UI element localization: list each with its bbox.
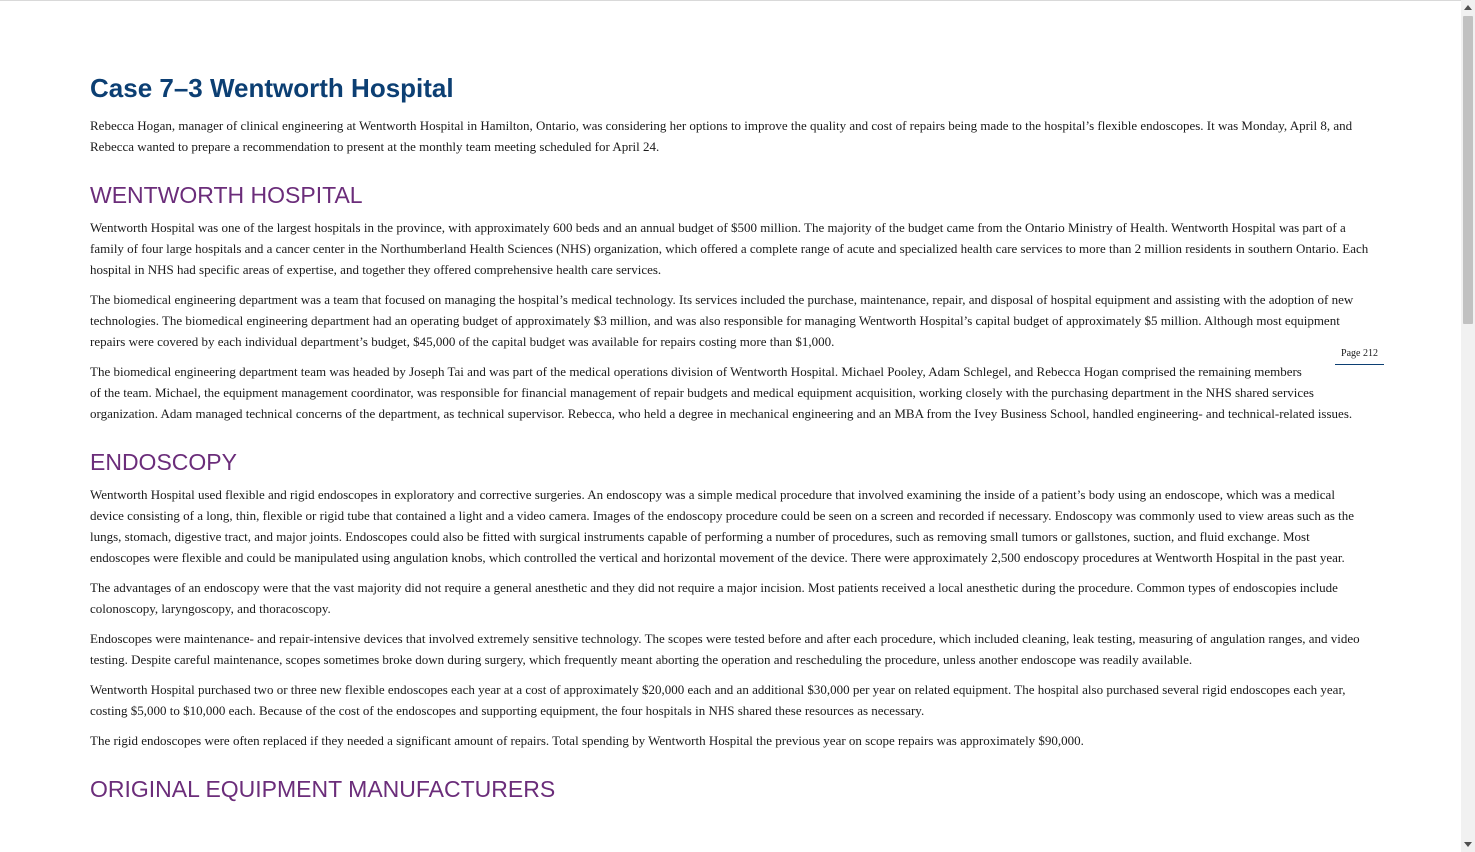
hospital-paragraph-1: Wentworth Hospital was one of the largest hospitals in the province, with approximately 600 beds and an annual budget of $500 million. The majority of the budget came from the Ontario Ministry of Health. Wentworth Hospital was part of a family of four large hospitals and a cancer center in the Northumberland Health Sciences (NHS) organization, which offered a complete range of acute and specialized health care services to more than 2 million residents in southern Ontario. Each hospital in NHS had specific areas of expertise, and together they offered comprehensive health care services. [90,220,1369,277]
scrollbar-thumb[interactable] [1463,16,1473,324]
intro-paragraph: Rebecca Hogan, manager of clinical engineering at Wentworth Hospital in Hamilton, Ontario, was considering her options to improve the quality and cost of repairs being made to the hospital’s flexible endoscopes. It was Monday, April 8, and Rebecca wanted to prepare a recommendation to present at the monthly team meeting scheduled for April 24. [90,118,1353,154]
section-heading-oem: ORIGINAL EQUIPMENT MANUFACTURERS [90,776,556,802]
section-heading-endoscopy: ENDOSCOPY [90,449,237,475]
page-number-marker: Page 212 [1335,347,1384,365]
case-title: Case 7–3 Wentworth Hospital [90,73,454,103]
endoscopy-paragraph-5: The rigid endoscopes were often replaced if they needed a significant amount of repairs. Total spending by Wentworth Hospital the previous year on scope repairs was approximately $90,000. [90,733,1084,748]
scroll-down-arrow-icon[interactable] [1464,842,1472,847]
hospital-paragraph-3: The biomedical engineering department team was headed by Joseph Tai and was part of the medical operations division of Wentworth Hospital. Michael Pooley, Adam Schlegel, and Rebecca Hogan comprised the remaining members of the team. Michael, the equipment management coordinator, was responsible for financial management of repair budgets and medical equipment acquisition, working closely with the purchasing department in the NHS shared services organization. Adam managed technical concerns of the department, as technical supervisor. Rebecca, who held a degree in mechanical engineering and an MBA from the Ivey Business School, handled engineering- and technical-related issues. [90,364,1353,421]
vertical-scrollbar[interactable] [1461,0,1475,852]
top-divider [0,0,1463,1]
endoscopy-paragraph-4: Wentworth Hospital purchased two or three new flexible endoscopes each year at a cost of approximately $20,000 each and an additional $30,000 per year on related equipment. The hospital also purchased several rigid endoscopes each year, costing $5,000 to $10,000 each. Because of the cost of the endoscopes and supporting equipment, the four hospitals in NHS shared these resources as necessary. [90,682,1346,718]
scroll-up-arrow-icon[interactable] [1464,5,1472,10]
endoscopy-paragraph-3: Endoscopes were maintenance- and repair-intensive devices that involved extremely sensitive technology. The scopes were tested before and after each procedure, which included cleaning, leak testing, measuring of angulation ranges, and video testing. Despite careful maintenance, scopes sometimes broke down during surgery, which frequently meant aborting the operation and rescheduling the procedure, unless another endoscope was readily available. [90,631,1360,667]
hospital-paragraph-2: The biomedical engineering department was a team that focused on managing the hospital’s medical technology. Its services included the purchase, maintenance, repair, and disposal of hospital equipment and assisting with the adoption of new technologies. The biomedical engineering department had an operating budget of approximately $3 million, and was also responsible for managing Wentworth Hospital’s capital budget of approximately $5 million. Although most equipment repairs were covered by each individual department’s budget, $45,000 of the capital budget was available for repairs costing more than $1,000. [90,292,1354,349]
section-heading-wentworth-hospital: WENTWORTH HOSPITAL [90,182,363,208]
document-content [90,70,1378,811]
endoscopy-paragraph-1: Wentworth Hospital used flexible and rigid endoscopes in exploratory and corrective surgeries. An endoscopy was a simple medical procedure that involved examining the inside of a patient’s body using an endoscope, which was a medical device consisting of a long, thin, flexible or rigid tube that contained a light and a video camera. Images of the endoscopy procedure could be seen on a screen and recorded if necessary. Endoscopy was commonly used to view areas such as the lungs, stomach, digestive tract, and major joints. Endoscopes could also be fitted with surgical instruments capable of performing a number of procedures, such as removing small tumors or gallstones, suction, and fluid exchange. Most endoscopes were flexible and could be manipulated using angulation knobs, which controlled the vertical and horizontal movement of the device. There were approximately 2,500 endoscopy procedures at Wentworth Hospital in the past year. [90,487,1355,565]
endoscopy-paragraph-2: The advantages of an endoscopy were that the vast majority did not require a general anesthetic and they did not require a major incision. Most patients received a local anesthetic during the procedure. Common types of endoscopies include colonoscopy, laryngoscopy, and thoracoscopy. [90,580,1338,616]
